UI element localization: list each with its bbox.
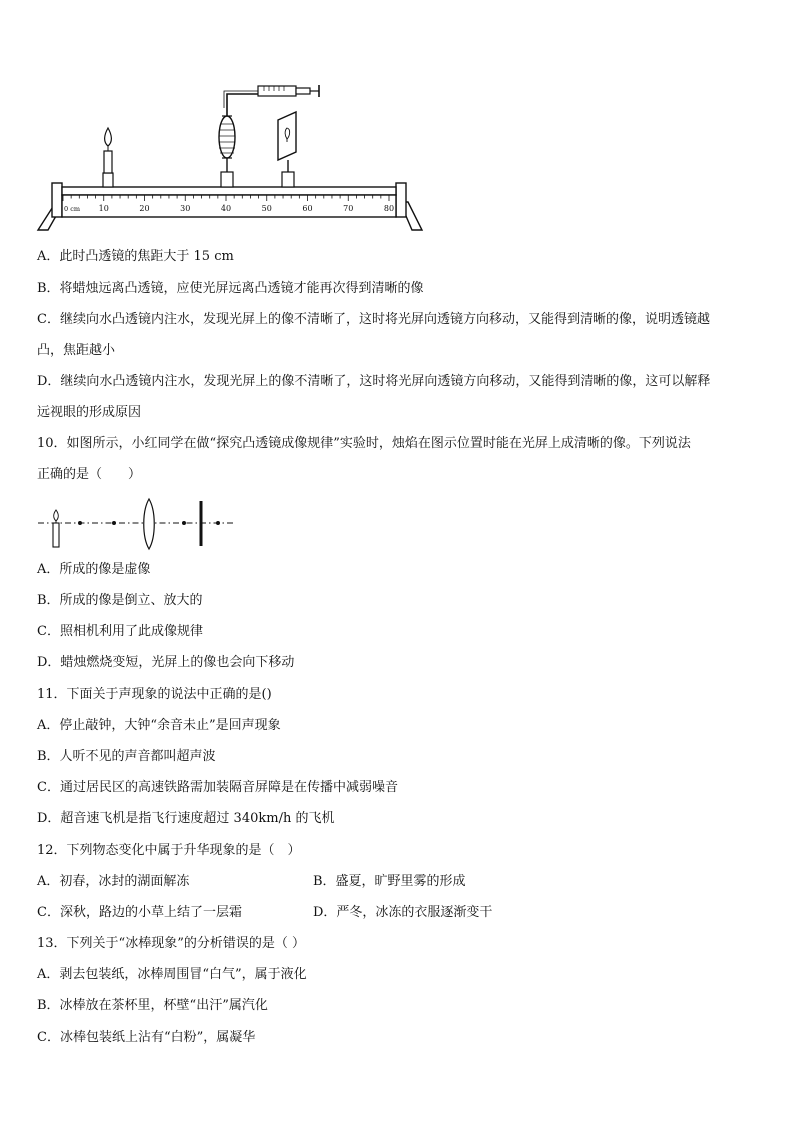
optical-bench-figure <box>36 80 426 232</box>
bench-tick-label: 30 <box>180 204 191 213</box>
bench-tick-label: 60 <box>302 204 313 213</box>
q13-option-a: A．剥去包装纸，冰棒周围冒“白气”，属于液化 <box>37 967 307 982</box>
bench-tick-label: 0 cm <box>64 205 81 213</box>
q10-option-c: C．照相机利用了此成像规律 <box>37 624 203 639</box>
q9-option-b: B．将蜡烛远离凸透镜，应使光屏远离凸透镜才能再次得到清晰的像 <box>37 281 424 296</box>
q13-stem: 13．下列关于“冰棒现象”的分析错误的是（ ） <box>37 936 305 951</box>
candle <box>53 510 59 547</box>
q10-stem-cont: 正确的是（ ） <box>37 467 142 482</box>
q9-option-d-cont: 远视眼的形成原因 <box>37 405 142 420</box>
q12-option-a: A．初春，冰封的湖面解冻 <box>37 874 190 889</box>
water-lens <box>219 91 264 187</box>
bench-tick-label: 80 <box>383 204 395 213</box>
q9-option-c: C．继续向水凸透镜内注水，发现光屏上的像不清晰了，这时将光屏向透镜方向移动，又能得到清晰的像，说明透镜越 <box>37 312 710 327</box>
bench-end-left <box>52 183 62 217</box>
q9-option-d: D．继续向水凸透镜内注水，发现光屏上的像不清晰了，这时将光屏向透镜方向移动，又能得到清晰的像，这可以解释 <box>37 374 711 389</box>
q11-option-a: A．停止敲钟，大钟“余音未止”是回声现象 <box>37 718 281 733</box>
q11-option-d: D．超音速飞机是指飞行速度超过 340km/h 的飞机 <box>37 811 335 826</box>
bench-tick-label: 50 <box>261 204 272 213</box>
q10-option-b: B．所成的像是倒立、放大的 <box>37 593 203 608</box>
q12-stem: 12．下列物态变化中属于升华现象的是（ ） <box>37 843 301 858</box>
q9-option-c-cont: 凸，焦距越小 <box>37 343 116 358</box>
bench-tick-label: 10 <box>98 204 109 213</box>
light-screen <box>278 112 296 187</box>
q9-option-a: A．此时凸透镜的焦距大于 15 cm <box>37 249 234 264</box>
q11-option-b: B．人听不见的声音都叫超声波 <box>37 749 216 764</box>
q11-option-c: C．通过居民区的高速铁路需加装隔音屏障是在传播中减弱噪音 <box>37 780 398 795</box>
bench-rail <box>62 187 396 195</box>
convex-lens <box>144 499 155 549</box>
q10-option-d: D．蜡烛燃烧变短，光屏上的像也会向下移动 <box>37 655 295 670</box>
q11-stem: 11．下面关于声现象的说法中正确的是() <box>37 687 272 702</box>
q13-option-c: C．冰棒包装纸上沾有“白粉”，属凝华 <box>37 1030 256 1045</box>
candle <box>103 128 113 187</box>
bench-tick-label: 40 <box>220 204 232 213</box>
q12-option-c: C．深秋，路边的小草上结了一层霜 <box>37 905 242 920</box>
bench-end-right <box>396 183 406 217</box>
bench-tick-label: 70 <box>343 204 354 213</box>
q10-stem: 10．如图所示，小红同学在做“探究凸透镜成像规律”实验时，烛焰在图示位置时能在光屏上成清晰的像。下列说法 <box>37 436 691 451</box>
q12-option-b: B．盛夏，旷野里雾的形成 <box>313 874 466 889</box>
lens-axis-figure <box>36 496 242 552</box>
q10-option-a: A．所成的像是虚像 <box>37 562 151 577</box>
syringe <box>258 85 319 97</box>
q13-option-b: B．冰棒放在茶杯里，杯壁“出汗”属汽化 <box>37 998 268 1013</box>
q12-option-d: D．严冬，冰冻的衣服逐渐变干 <box>313 905 493 920</box>
bench-tick-label: 20 <box>139 204 150 213</box>
